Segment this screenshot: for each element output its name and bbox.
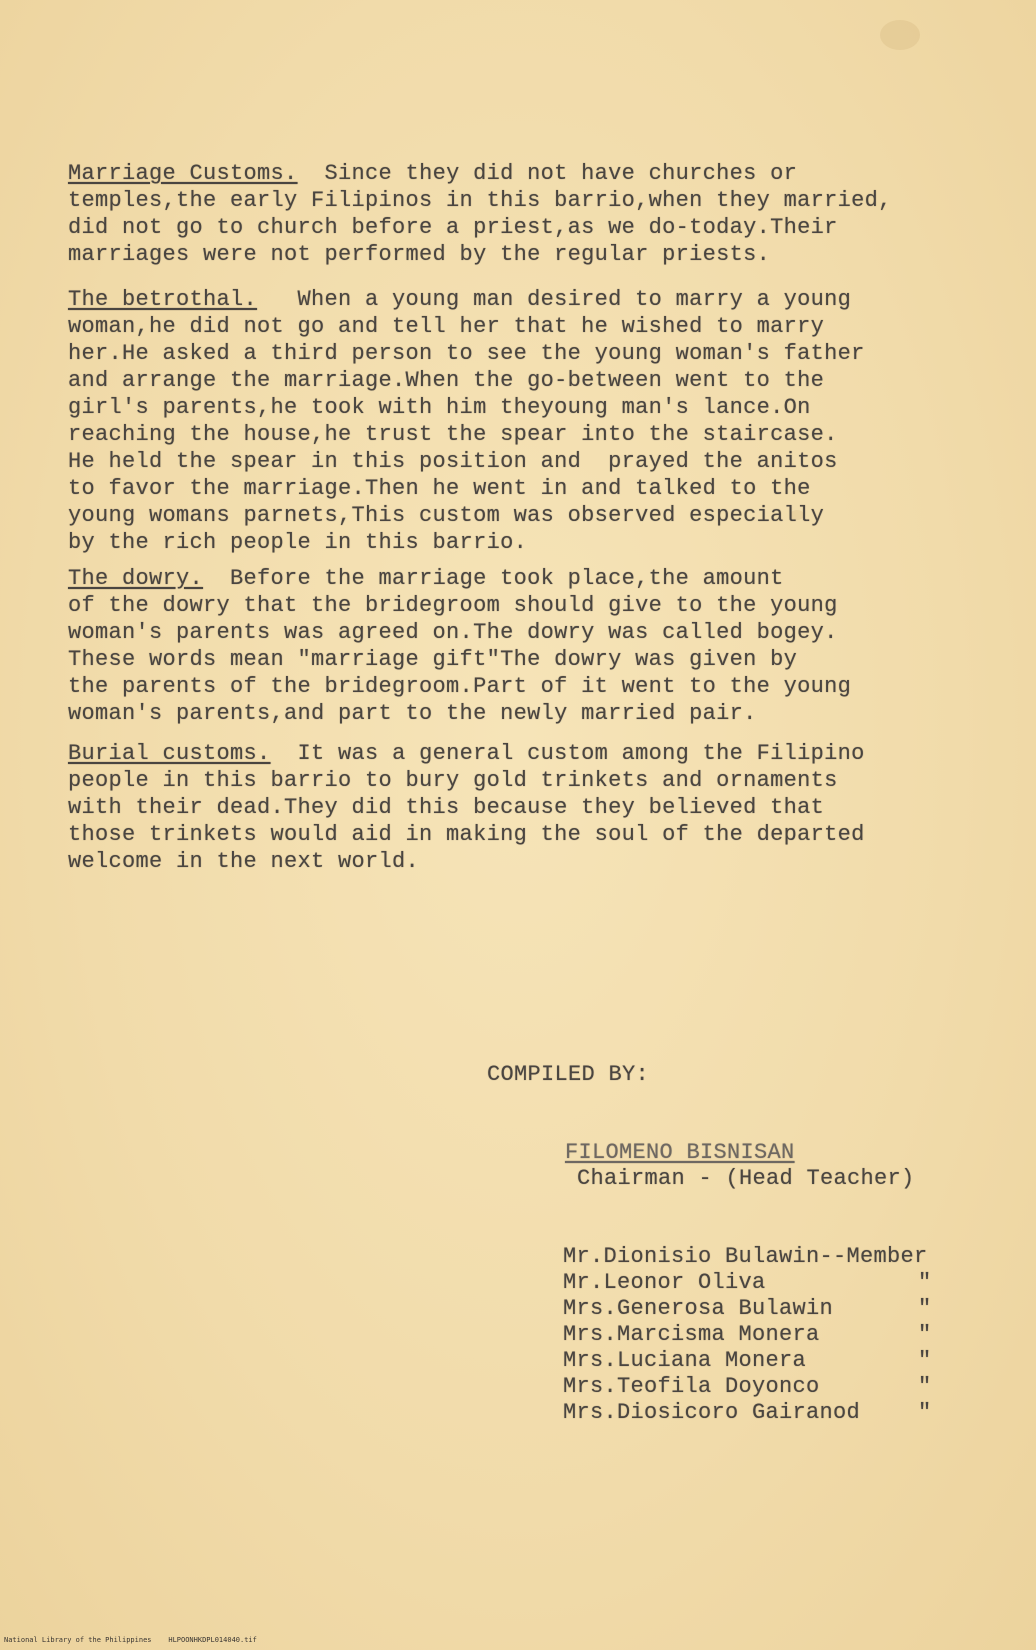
member-name: Mrs.Marcisma Monera <box>563 1322 820 1347</box>
member-name: Mrs.Diosicoro Gairanod <box>563 1400 861 1425</box>
member-ditto: " <box>918 1296 932 1321</box>
section-body: It was a general custom among the Filipino people in this barrio to bury gold trinkets and ornaments with their dead.They did this because they believed that those trinkets would aid in making the soul of the departed welcome in the next world. <box>68 741 865 874</box>
section-marriage-customs <box>68 160 968 268</box>
section-heading: Burial customs. <box>68 741 271 766</box>
chairman-name: FILOMENO BISNISAN <box>565 1140 795 1165</box>
section-body: When a young man desired to marry a young woman,he did not go and tell her that he wished to marry her.He asked a third person to see the young woman's father and arrange the marriage.When the go-between went to the girl's parents,he took with him theyoung man's lance.On reaching the house,he trust the spear into the staircase. He held the spear in this position and prayed the anitos to favor the marriage.Then he went in and talked to the young womans parnets,This custom was observed especially by the rich people in this barrio. <box>68 287 865 555</box>
member-item <box>563 1348 932 1374</box>
section-betrothal <box>68 286 968 556</box>
member-item <box>563 1322 932 1348</box>
section-heading: The betrothal. <box>68 287 258 312</box>
section-heading: Marriage Customs. <box>68 161 298 186</box>
member-item <box>563 1400 932 1426</box>
compiled-by-label: COMPILED BY: <box>487 1062 650 1087</box>
member-ditto: " <box>918 1400 932 1425</box>
member-ditto: " <box>918 1270 932 1295</box>
member-name: Mr.Leonor Oliva <box>563 1270 766 1295</box>
section-dowry <box>68 565 968 727</box>
member-name: Mrs.Generosa Bulawin <box>563 1296 834 1321</box>
section-heading: The dowry. <box>68 566 204 591</box>
member-ditto: " <box>918 1348 932 1373</box>
scan-footer: National Library of the Philippines HLPOONHKDPL014040.tif <box>4 1636 257 1644</box>
section-burial-customs <box>68 740 968 875</box>
section-body: Before the marriage took place,the amount of the dowry that the bridegroom should give to the young woman's parents was agreed on.The dowry was called bogey. These words mean "marriage gift"The dowry was given by the parents of the bridegroom.Part of it went to the young woman's parents,and part to the newly married pair. <box>68 566 852 726</box>
section-body: Since they did not have churches or temples,the early Filipinos in this barrio,when they married, did not go to church before a priest,as we do-today.Their marriages were not performed by the regular priests. <box>68 161 892 267</box>
member-item <box>563 1374 932 1400</box>
member-ditto: " <box>918 1322 932 1347</box>
member-name: Mrs.Teofila Doyonco <box>563 1374 820 1399</box>
member-item <box>563 1296 932 1322</box>
member-item <box>563 1244 928 1270</box>
paper-stain <box>880 20 920 50</box>
member-ditto: " <box>918 1374 932 1399</box>
member-name: Mr.Dionisio Bulawin--Member <box>563 1244 928 1269</box>
member-item <box>563 1270 932 1296</box>
chairman-role: Chairman - (Head Teacher) <box>577 1166 915 1191</box>
member-name: Mrs.Luciana Monera <box>563 1348 807 1373</box>
member-list <box>563 1244 932 1426</box>
